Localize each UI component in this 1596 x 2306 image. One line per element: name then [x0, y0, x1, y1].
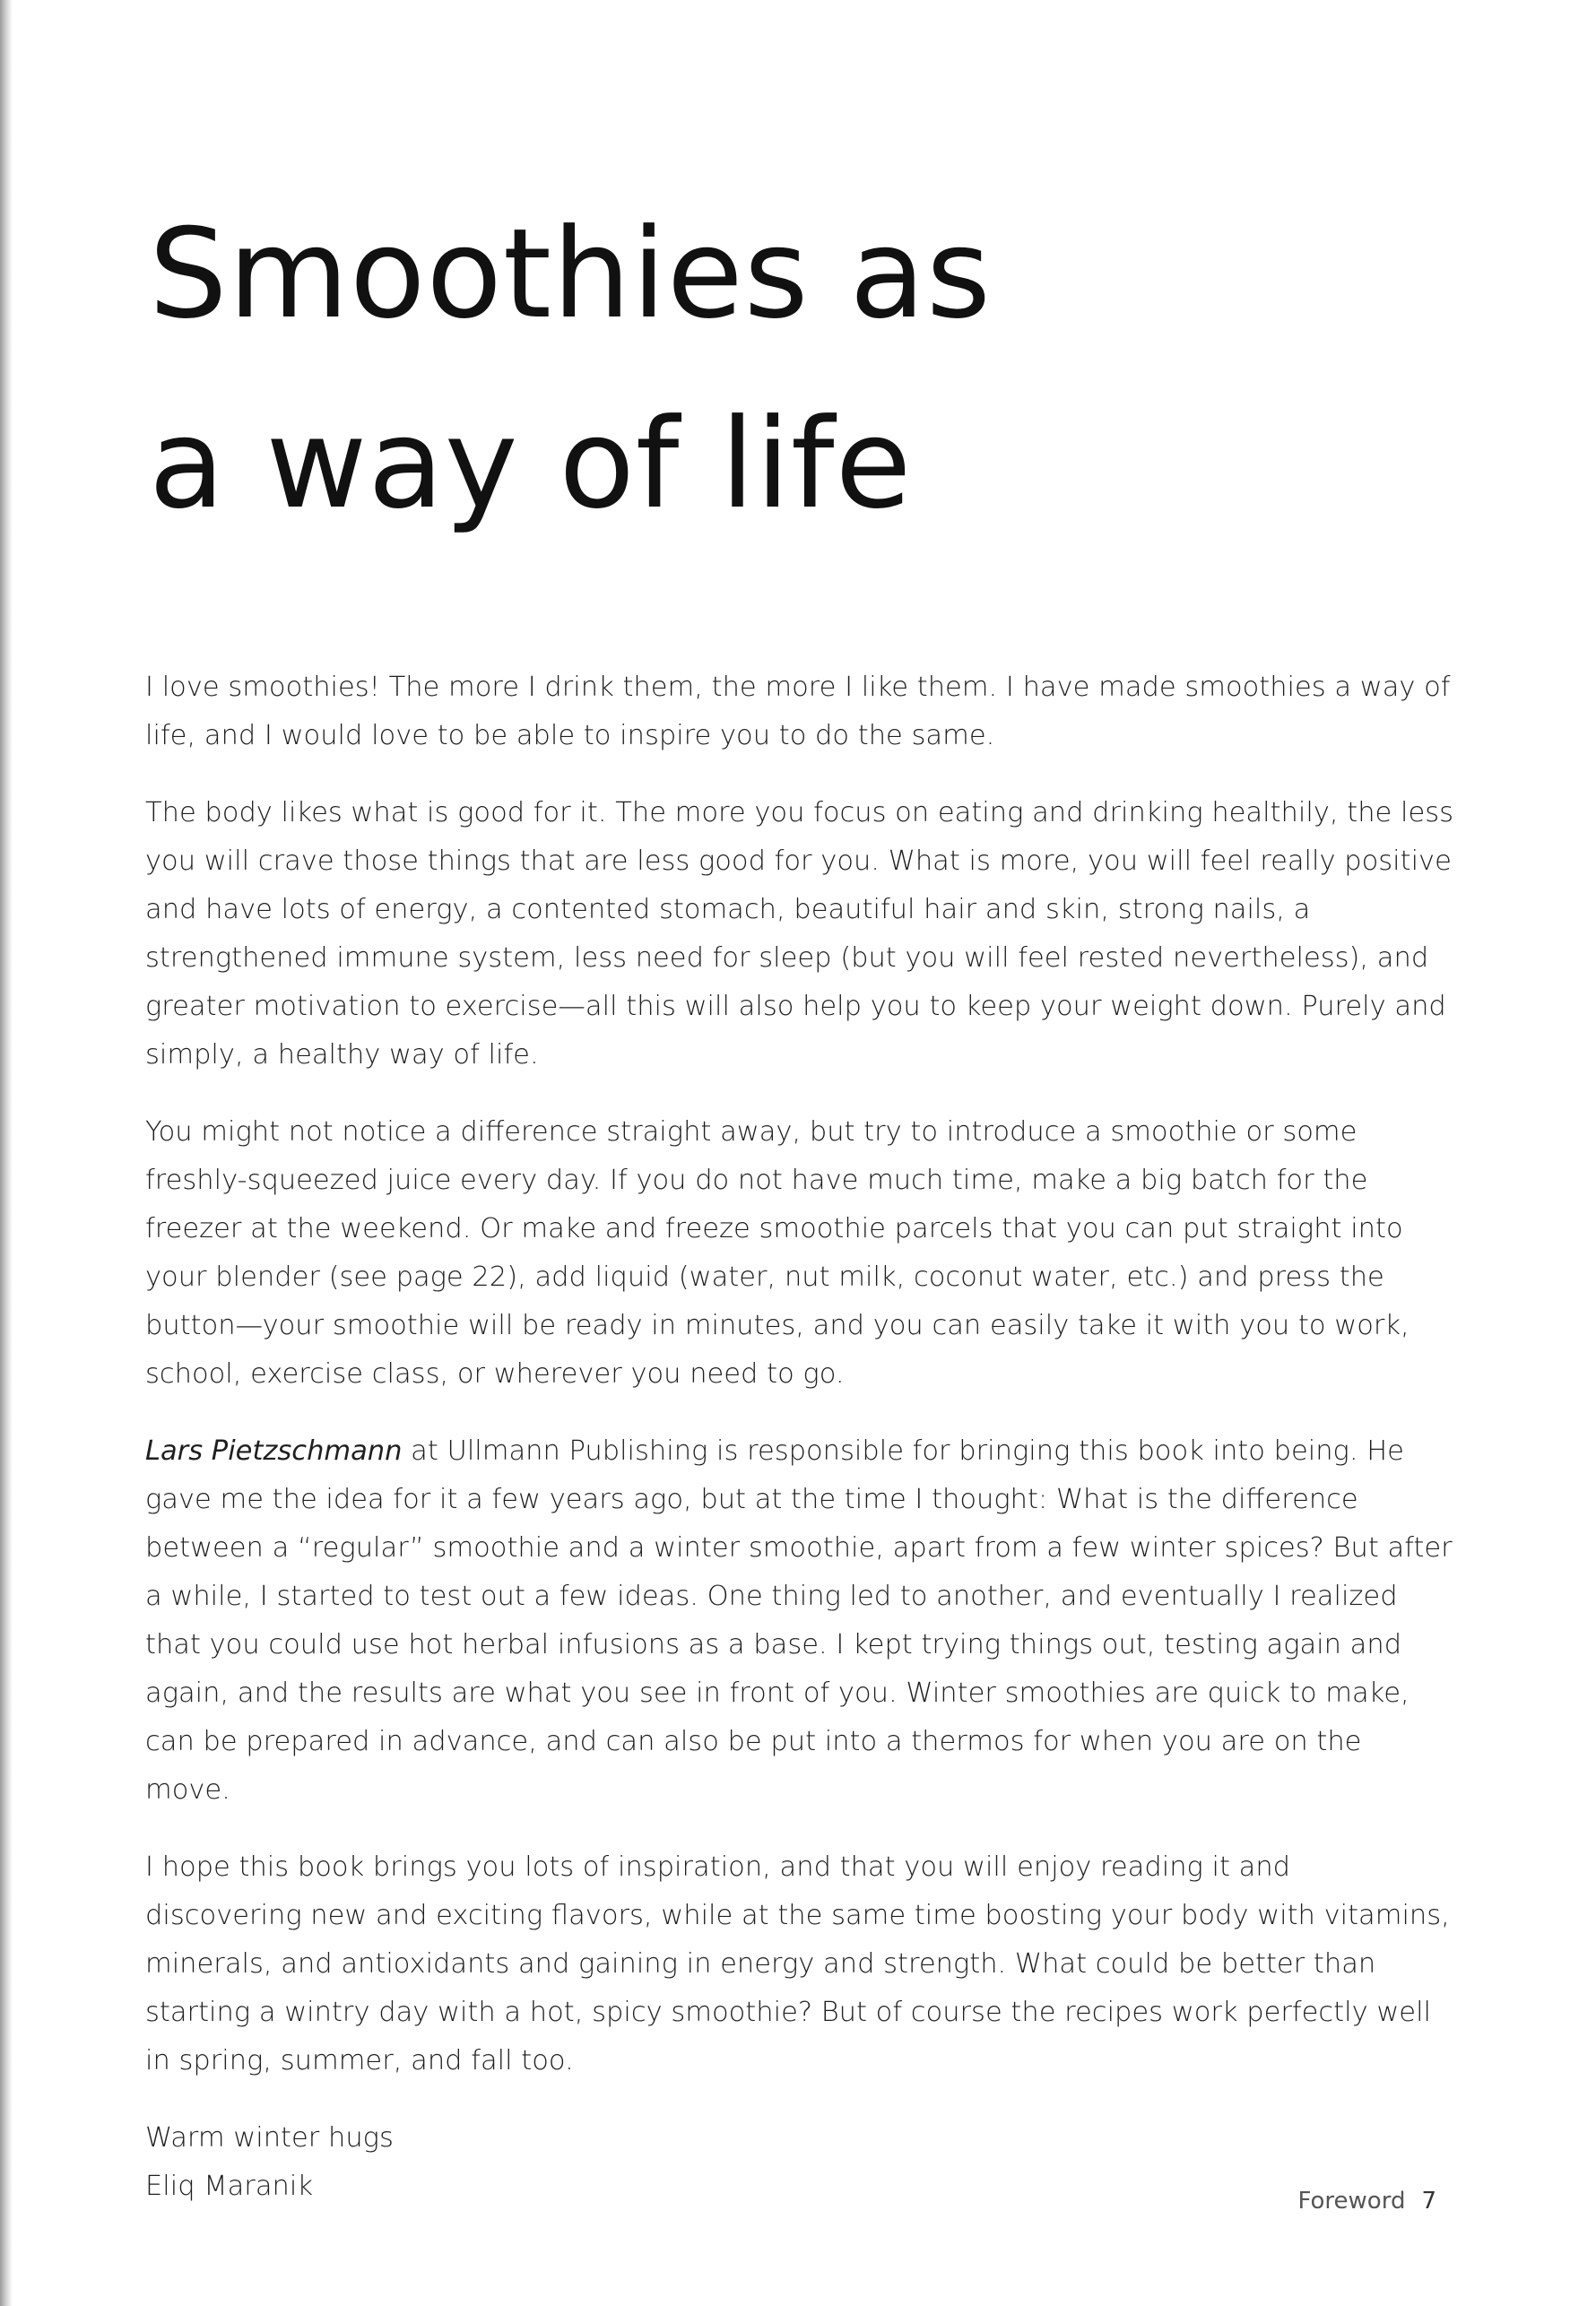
- paragraph-4-text: at Ullmann Publishing is responsible for bringing this book into being. He gave me the idea for it a few years ago, but at the time I thought: What is the difference between a “regular” smoothie and a winter smoothie, apart from a few winter spices? But after a while, I started to test out a few ideas. One thing led to another, and eventually I realized that you could use hot herbal infusions as a base. I kept trying things out, testing again and again, and the results are what you see in front of you. Winter smoothies are quick to make, can be prepared in advance, and can also be put into a thermos for when you are on the move.: [145, 1435, 1453, 1806]
- signoff-greeting: Warm winter hugs: [145, 2122, 394, 2154]
- page-number: 7: [1421, 2188, 1436, 2215]
- paragraph-5: I hope this book brings you lots of inspiration, and that you will enjoy reading it and discovering new and exciting flavors, while at the same time boosting your body with vitamins, minerals, and antioxidants and gaining in energy and strength. What could be better than starting a wintry day with a hot, spicy smoothie? But of course the recipes work perfectly well in spring, summer, and fall too.: [145, 1851, 1450, 2076]
- foreword-body: [145, 663, 1454, 2211]
- page-title: [149, 179, 1314, 559]
- paragraph-2: The body likes what is good for it. The more you focus on eating and drinking healthily, the less you will crave those things that are less good for you. What is more, you will feel really positive and have lots of energy, a contented stomach, beautiful hair and skin, strong nails, a strengthened immune system, less need for sleep (but you will feel rested nevertheless), and greater motivation to exercise—all this will also help you to keep your weight down. Purely and simply, a healthy way of life.: [145, 797, 1454, 1071]
- signoff: [145, 2114, 1454, 2211]
- title-line-2: a way of life: [149, 392, 913, 536]
- paragraph-1: I love smoothies! The more I drink them, the more I like them. I have made smoothies a way of life, and I would love to be able to inspire you to do the same.: [145, 672, 1451, 751]
- signoff-author: Eliq Maranik: [145, 2171, 313, 2202]
- page-footer: [1297, 2188, 1436, 2215]
- paragraph-3: You might not notice a difference straight away, but try to introduce a smoothie or some freshly-squeezed juice every day. If you do not have much time, make a big batch for the freezer at the weekend. Or make and freeze smoothie parcels that you can put straight into your blender (see page 22), add liquid (water, nut milk, coconut water, etc.) and press the button—your smoothie will be ready in minutes, and you can easily take it with you to work, school, exercise class, or wherever you need to go.: [145, 1116, 1410, 1390]
- title-line-1: Smoothies as: [149, 202, 992, 346]
- paragraph-4: [145, 1427, 1454, 1815]
- page-binding-shadow: [0, 0, 13, 2306]
- publisher-contact-name: Lars Pietzschmann: [145, 1435, 403, 1467]
- footer-section: Foreword: [1297, 2188, 1406, 2215]
